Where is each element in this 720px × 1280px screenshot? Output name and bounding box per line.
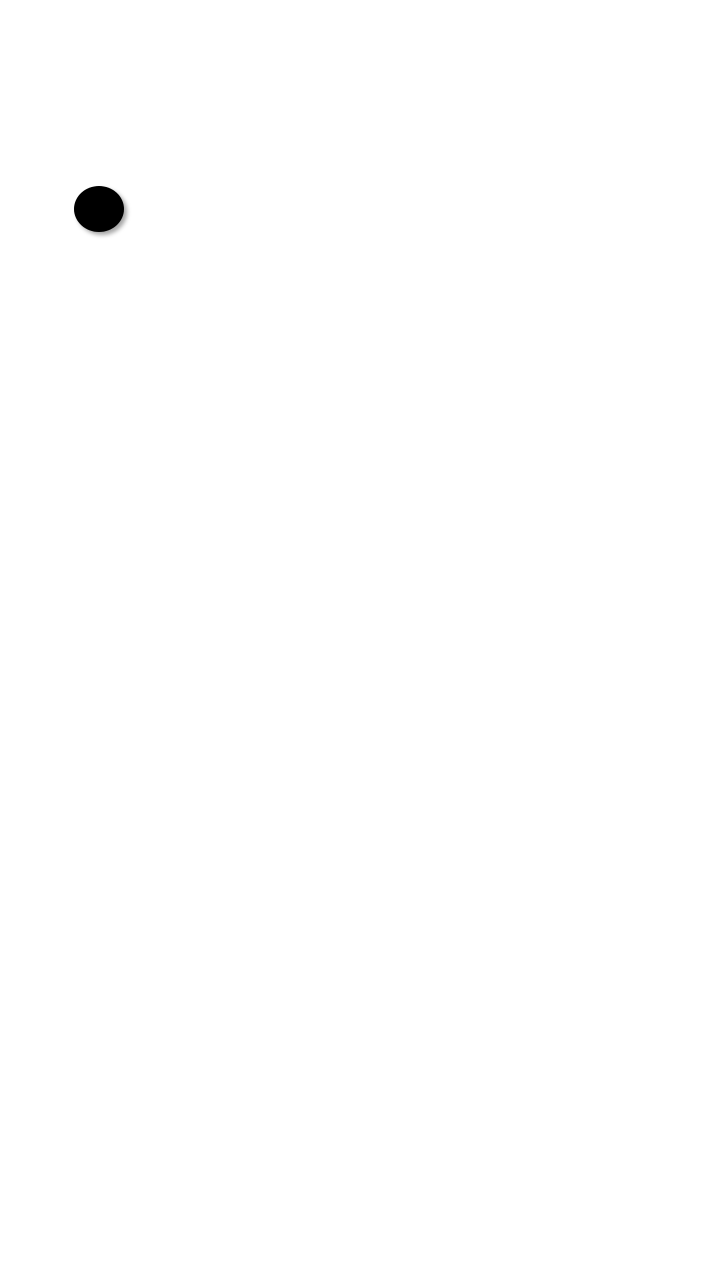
interviewee-heading (74, 186, 130, 232)
interviewee-initial-badge (74, 186, 124, 232)
pumpkin-border-top (36, 116, 686, 160)
monster-border-bottom (36, 846, 686, 880)
